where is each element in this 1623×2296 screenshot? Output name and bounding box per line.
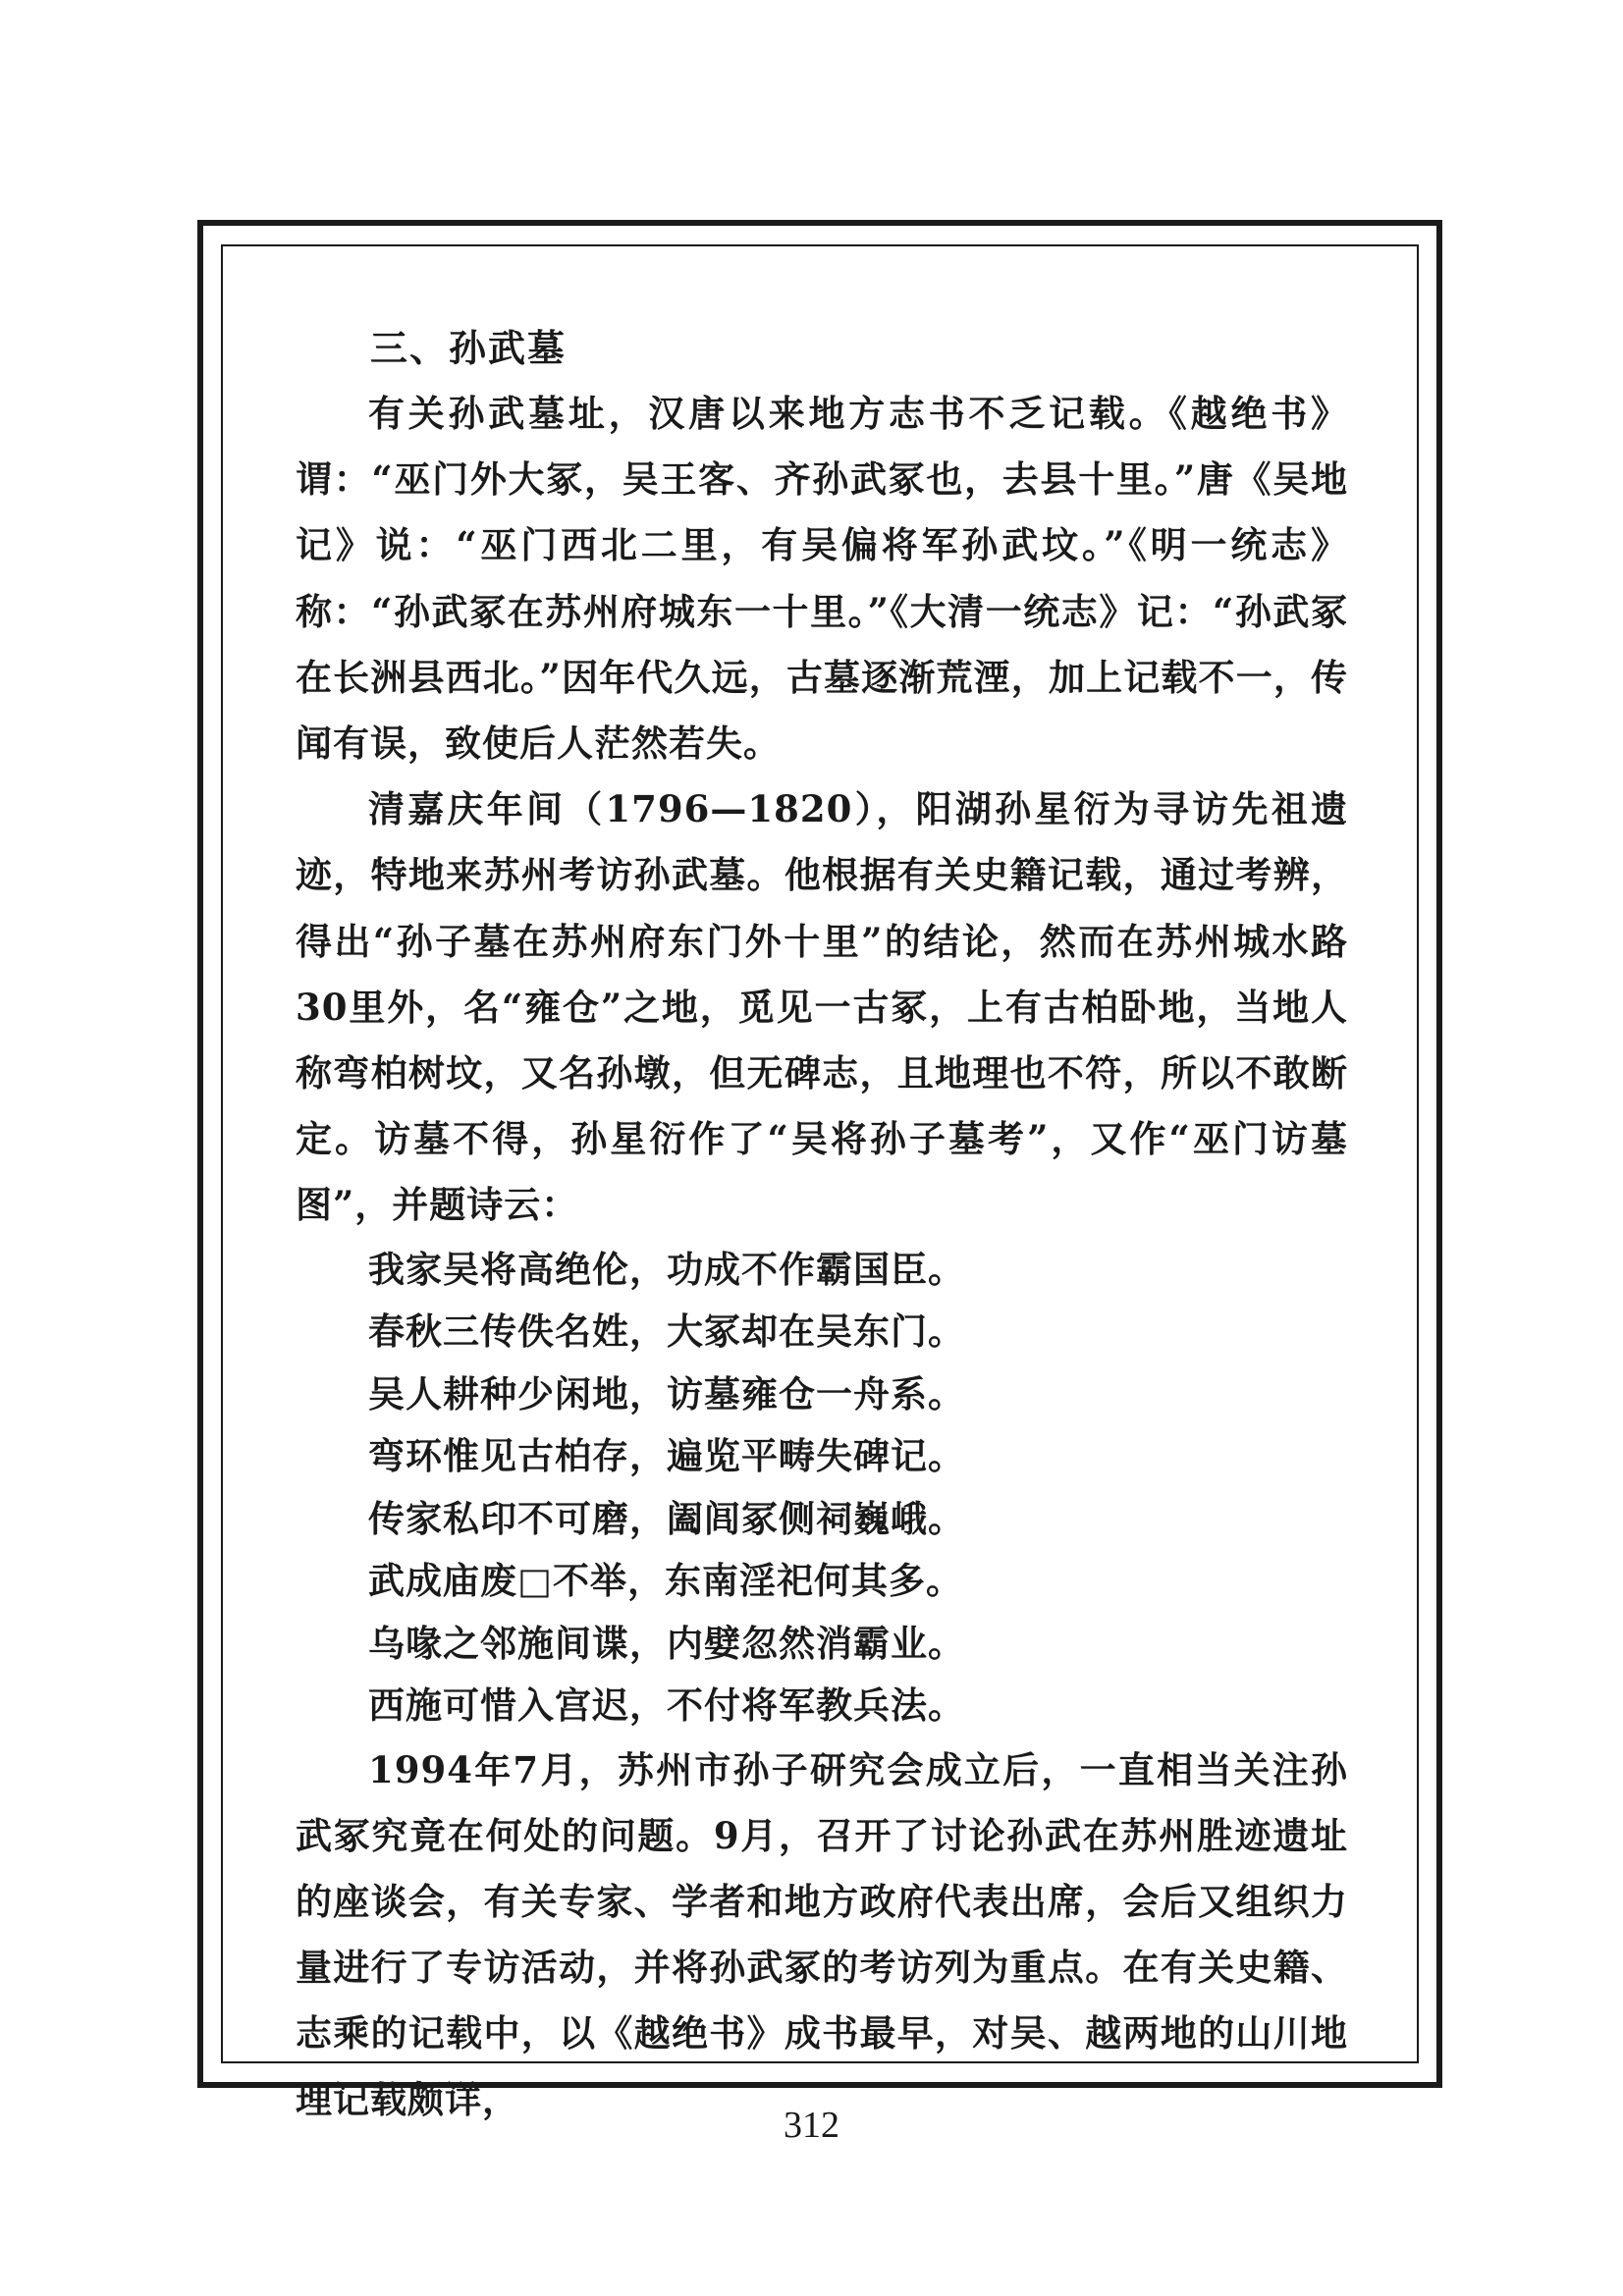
poem-line: 弯环惟见古柏存，遍览平畴失碑记。	[368, 1434, 965, 1478]
page-body	[296, 315, 1348, 2133]
page-number: 312	[784, 2105, 839, 2146]
poem-line: 传家私印不可磨，阖闾冢侧祠巍峨。	[368, 1496, 965, 1540]
poem-line: 我家吴将高绝伦，功成不作霸国臣。	[368, 1247, 965, 1291]
page-inner-border	[221, 244, 1419, 2121]
poem-line: 春秋三传佚名姓，大冢却在吴东门。	[368, 1309, 965, 1354]
poem-line: 武成庙废□不举，东南淫祀何其多。	[368, 1559, 963, 1603]
poem-line: 乌喙之邻施间谍，内嬖忽然消霸业。	[368, 1621, 965, 1665]
paragraph-3: 1994年7月，苏州市孙子研究会成立后，一直相当关注孙武冢究竟在何处的问题。9月，召开了讨论孙武在苏州胜迹遗址的座谈会，有关专家、学者和地方政府代表出席，会后又组织力量进行了专访活动，并将孙武冢的考访列为重点。在有关史籍、志乘的记载中，以《越绝书》成书最早，对吴、越两地的山川地理记载颇详，	[296, 1747, 1348, 2121]
paragraph-1: 有关孙武墓址，汉唐以来地方志书不乏记载。《越绝书》谓：“巫门外大冢，吴王客、齐孙武冢也，去县十里。”唐《吴地记》说：“巫门西北二里，有吴偏将军孙武坟。”《明一统志》称：“孙武冢在苏州府城东一十里。”《大清一统志》记：“孙武冢在长洲县西北。”因年代久远，古墓逐渐荒湮，加上记载不一，传闻有误，致使后人茫然若失。	[296, 392, 1348, 766]
page-outer-border	[197, 220, 1442, 2121]
poem-line: 西施可惜入宫迟，不付将军教兵法。	[368, 1683, 965, 1728]
section-title: 三、孙武墓	[370, 326, 568, 370]
paragraph-2: 清嘉庆年间（1796—1820），阳湖孙星衍为寻访先祖遗迹，特地来苏州考访孙武墓。他根据有关史籍记载，通过考辨，得出“孙子墓在苏州府东门外十里”的结论，然而在苏州城水路30里外，名“雍仓”之地，觅见一古冢，上有古柏卧地，当地人称弯柏树坟，又名孙墩，但无碑志，且地理也不符，所以不敢断定。访墓不得，孙星衍作了“吴将孙子墓考”，又作“巫门访墓图”，并题诗云：	[296, 787, 1348, 1227]
poem	[296, 1239, 1348, 1737]
poem-line: 吴人耕种少闲地，访墓雍仓一舟系。	[368, 1371, 965, 1415]
